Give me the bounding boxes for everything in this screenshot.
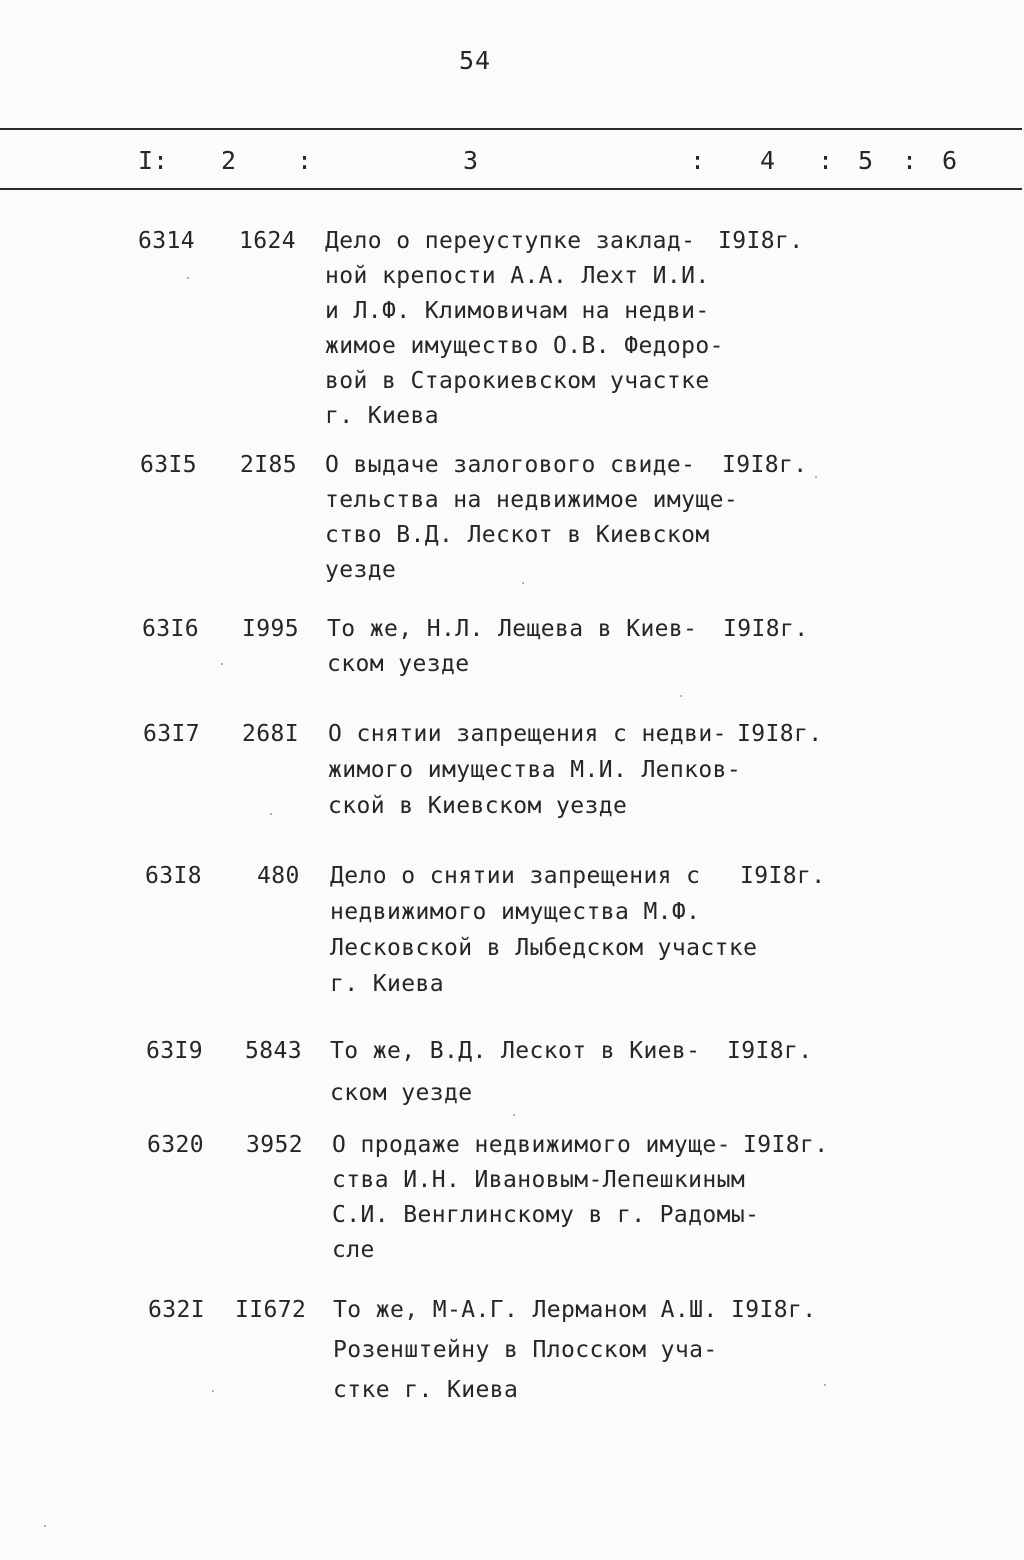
page-number: 54 [459,46,492,75]
header-col-6: 6 [942,146,958,175]
description-line: вой в Старокиевском участке [325,368,710,394]
header-separator: : [902,146,918,175]
description-line: г. Киева [330,971,444,997]
description-line: ском уезде [327,651,470,677]
entry-number: 632I [148,1297,205,1323]
header-col-2: 2 [221,146,237,175]
header-col-1: I: [138,146,169,175]
entry-date: I9I8г. [743,1132,829,1158]
description-line: недвижимого имущества М.Ф. [330,899,701,925]
header-col-5: 5 [858,146,874,175]
file-number: 2I85 [240,452,297,478]
entry-date: I9I8г. [731,1297,817,1323]
entry-number: 6320 [147,1132,204,1158]
description-line: ской в Киевском уезде [328,793,628,819]
entry-description [328,716,742,824]
scan-speck [824,1384,826,1386]
entry-number: 63I9 [146,1038,203,1064]
description-line: Дело о снятии запрещения с [330,863,701,889]
entry-number: 63I5 [140,452,197,478]
header-col-3: 3 [463,146,479,175]
description-line: стке г. Киева [333,1377,519,1403]
header-rule [0,188,1022,190]
scan-speck [680,695,682,697]
scan-speck [513,1114,515,1116]
entry-date: I9I8г. [740,863,826,889]
description-line: То же, М-А.Г. Лерманом А.Ш. [333,1297,718,1323]
entry-date: I9I8г. [723,616,809,642]
description-line: То же, Н.Л. Лещева в Киев- [327,616,698,642]
file-number: II672 [235,1297,307,1323]
entry-number: 63I8 [145,863,202,889]
entry-number: 63I6 [142,616,199,642]
description-line: С.И. Венглинскому в г. Радомы- [332,1202,760,1228]
description-line: Лесковской в Лыбедском участке [330,935,758,961]
entry-number: 6314 [138,228,195,254]
file-number: 5843 [245,1038,302,1064]
file-number: 480 [257,863,300,889]
scan-speck [270,813,272,815]
description-line: ства И.Н. Ивановым-Лепешкиным [332,1167,746,1193]
entry-description [327,612,722,682]
description-line: ство В.Д. Лескот в Киевском [325,522,710,548]
entry-description [333,1290,728,1410]
scan-speck [187,277,189,279]
entry-description [330,858,758,1002]
entry-description [330,1030,725,1114]
description-line: О продаже недвижимого имуще- [332,1132,731,1158]
header-col-4: 4 [760,146,776,175]
scan-speck [815,476,817,478]
description-line: уезде [325,557,397,583]
description-line: жимое имущество О.В. Федоро- [325,333,724,359]
scan-speck [212,1390,214,1392]
description-line: Дело о переуступке заклад- [325,228,696,254]
file-number: I995 [242,616,299,642]
entry-number: 63I7 [143,721,200,747]
description-line: и Л.Ф. Климовичам на недви- [325,298,710,324]
description-line: сле [332,1237,375,1263]
entry-date: I9I8г. [722,452,808,478]
description-line: тельства на недвижимое имуще- [325,487,739,513]
scan-speck [221,663,223,665]
file-number: 1624 [239,228,296,254]
top-rule [0,128,1022,130]
description-line: ском уезде [330,1080,473,1106]
scan-speck [44,1525,46,1527]
description-line: жимого имущества М.И. Лепков- [328,757,742,783]
description-line: О снятии запрещения с недви- [328,721,727,747]
entry-date: I9I8г. [737,721,823,747]
entry-description [325,448,739,588]
description-line: То же, В.Д. Лескот в Киев- [330,1038,701,1064]
header-separator: : [297,146,313,175]
scan-speck [522,582,524,584]
file-number: 268I [242,721,299,747]
header-separator: : [818,146,834,175]
entry-description [325,224,724,434]
file-number: 3952 [246,1132,303,1158]
entry-description [332,1128,760,1268]
entry-date: I9I8г. [718,228,804,254]
description-line: ной крепости А.А. Лехт И.И. [325,263,710,289]
header-separator: : [690,146,706,175]
description-line: Розенштейну в Плосском уча- [333,1337,718,1363]
entry-date: I9I8г. [727,1038,813,1064]
description-line: г. Киева [325,403,439,429]
description-line: О выдаче залогового свиде- [325,452,696,478]
